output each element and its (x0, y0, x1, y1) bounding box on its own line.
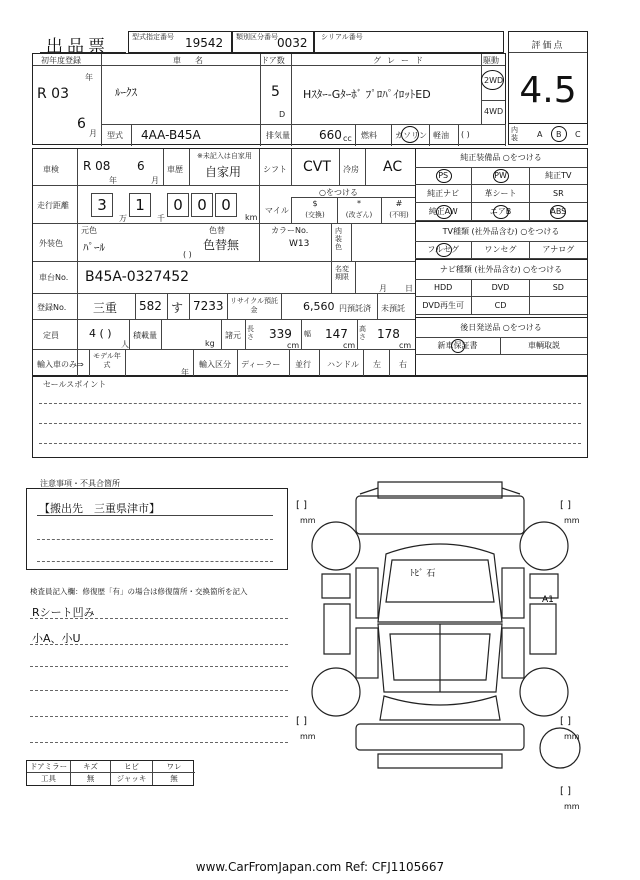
vehicle-basic-box (32, 53, 506, 145)
fuel-paren: ( ) (461, 130, 470, 139)
later-title: 後日発送品 ○をつける (415, 319, 587, 338)
navi-title: ナビ種類 (社外品含む) ○をつける (415, 261, 587, 280)
shaken-year-unit: 年 (109, 176, 117, 185)
usage: 自家用 (205, 165, 242, 179)
interior-label: 内装 (511, 126, 518, 142)
fuel-diesel: 軽油 (433, 131, 449, 140)
equip-divider (415, 259, 587, 260)
drive-label: 駆動 (483, 56, 499, 65)
import-class-label: 輸入区分 (199, 360, 231, 369)
genuine-item: 純正ナビ (415, 185, 472, 203)
ac-label: 冷房 (343, 165, 359, 174)
mileage-digit: 0 (167, 193, 189, 217)
legend-cell: ドアミラー (27, 761, 71, 773)
note-line (30, 666, 288, 667)
sen-unit: 千 (157, 214, 165, 223)
interior-box (508, 123, 588, 145)
color-no-label: カラーNo. (271, 226, 309, 235)
recycle-unit: 円預託済 (339, 304, 371, 313)
inspector-line-2: 小A、小U (32, 632, 81, 645)
mileage-circle-note: ○をつける (319, 188, 358, 197)
grade: Hｽﾀｰ-Gﾀｰﾎﾞ ﾌﾟﾛﾊﾟｲﾛｯﾄED (303, 88, 431, 101)
fuel-gas: ガソリン (395, 131, 427, 140)
tamper-text: (改ざん) (345, 211, 373, 219)
legend-cell: キズ (71, 761, 111, 773)
notes-box (26, 488, 288, 570)
fuel-label: 燃料 (361, 131, 377, 140)
legend-cell: 無 (71, 773, 111, 785)
usage-label: 車歴 (167, 165, 183, 174)
month-unit: 月 (89, 129, 97, 138)
model-year-label: モデル年式 (93, 352, 121, 369)
serial-box (314, 31, 504, 53)
height-cm: cm (399, 341, 412, 350)
genuine-item-circle (436, 169, 452, 183)
mileage-label: 走行距離 (37, 201, 69, 210)
genuine-item-circle (493, 169, 509, 183)
cc-unit: cc (343, 134, 352, 143)
mileage-digit: 1 (129, 193, 151, 217)
reg-pref: 三重 (93, 301, 118, 315)
unknown-sym: # (395, 199, 403, 208)
navi-item: DVD (472, 279, 529, 297)
drive-4wd: 4WD (484, 107, 504, 116)
interior-a: A (537, 130, 543, 139)
class-number-label: 類別区分番号 (236, 33, 278, 41)
main-spec-box (32, 148, 588, 376)
color-change: 色替無 (203, 238, 240, 252)
color-paren: ( ) (183, 250, 192, 259)
note-line (30, 742, 288, 743)
genuine-item: SR (530, 185, 587, 203)
genuine-item: エアB (472, 203, 529, 221)
tire-mm-unit: mm (300, 516, 316, 525)
genuine-title: 純正装備品 ○をつける (415, 149, 587, 168)
sheet-title: 出品票 (46, 37, 109, 57)
reg-label: 登録No. (37, 303, 67, 312)
shaken-label: 車検 (43, 165, 59, 174)
doors-d: D (279, 110, 286, 119)
genuine-item: PW (472, 167, 529, 185)
doors-label: ドア数 (261, 56, 285, 65)
tire-bracket: [ ] (296, 716, 307, 727)
reg-kana: す (171, 301, 184, 315)
genuine-item: 純正AW (415, 203, 472, 221)
tv-item: アナログ (530, 241, 587, 259)
color-change-label: 色替 (209, 226, 225, 235)
legend-cell: 無 (170, 774, 178, 783)
reg-class: 582 (139, 299, 162, 313)
first-reg-month: 6 (77, 116, 86, 132)
len-cm: cm (287, 341, 300, 350)
mile-label: マイル (265, 206, 289, 215)
ac: AC (383, 159, 403, 175)
name-change-day: 日 (405, 284, 413, 293)
tv-item: フルセグ (415, 241, 472, 259)
class-number: 0032 (277, 36, 308, 50)
displacement-label: 排気量 (266, 131, 290, 140)
interior-b-circle (551, 126, 567, 142)
chassis: B45A-0327452 (85, 269, 190, 285)
car-diagram (290, 474, 590, 774)
recycle: 6,560 (303, 300, 335, 313)
navi-item (530, 297, 587, 315)
model-label: 型式 (107, 131, 123, 140)
drive-2wd-circle (481, 70, 504, 90)
shaken-year: R 08 (83, 159, 111, 173)
dealer-label: ディーラー (241, 360, 281, 369)
km-unit: km (245, 213, 258, 222)
width: 147 (325, 327, 348, 341)
width-label: 幅 (304, 330, 311, 338)
genuine-item: PS (415, 167, 472, 185)
legend-cell: 工具 (27, 773, 71, 785)
later-item: 新車保証書 (415, 337, 501, 355)
tire-bracket: [ ] (560, 786, 571, 797)
footer-ref: www.CarFromJapan.com Ref: CFJ1105667 (195, 860, 445, 874)
notes-line-1: 【搬出先 三重県津市】 (39, 502, 160, 515)
genuine-item: ABS (530, 203, 587, 221)
mileage-digit: 3 (91, 193, 113, 217)
tire-mm-unit: mm (564, 516, 580, 525)
tv-item: ワンセグ (472, 241, 529, 259)
navi-item: DVD再生可 (415, 297, 472, 315)
capacity-unit: 人 (121, 340, 129, 349)
inspector-line-1: Rシート凹み (32, 606, 95, 619)
handle-label: ハンドル (327, 360, 359, 369)
left-label: 左 (373, 360, 381, 369)
later-item: 車輌取説 (501, 337, 587, 355)
int-color-label: 内装色 (335, 227, 342, 251)
tire-mm-unit: mm (300, 732, 316, 741)
legend-table (26, 760, 194, 786)
capacity: 4 ( ) (89, 327, 112, 340)
windshield-mark: ﾄﾋﾞ 石 (410, 569, 436, 579)
type-number: 19542 (185, 36, 224, 50)
color-label: 外装色 (39, 239, 63, 248)
drive-2wd: 2WD (484, 76, 504, 85)
genuine-item: 純正TV (530, 167, 587, 185)
capacity-label: 定員 (43, 331, 59, 340)
score-value: 4.5 (519, 70, 577, 111)
exchange-text: (交換) (305, 211, 325, 219)
note-line (30, 644, 288, 645)
serial-label: シリアル番号 (321, 33, 363, 41)
score-label: 評価点 (531, 41, 565, 51)
side-mark: A1 (542, 595, 554, 605)
genuine-item-circle (493, 205, 509, 219)
shift-label: シフト (263, 165, 287, 174)
chassis-label: 車台No. (39, 273, 69, 282)
notes-title: 注意事項・不具合箇所 (40, 479, 120, 488)
equip-divider (415, 317, 587, 318)
car-name-label: 車名 (173, 56, 217, 65)
tv-title: TV種類 (社外品含む) ○をつける (415, 223, 587, 242)
right-label: 右 (399, 360, 407, 369)
later-item-circle (451, 339, 465, 353)
len: 339 (269, 327, 292, 341)
width-cm: cm (343, 341, 356, 350)
name-change-label: 名変期限 (335, 265, 349, 281)
tv-item-circle (436, 243, 452, 257)
recycle-label: リサイクル預託金 (229, 297, 279, 314)
legend-cell: ヒビ (111, 761, 153, 773)
fuel-gas-circle (401, 126, 419, 143)
legend-cell: ジャッキ (111, 773, 153, 785)
note-line (30, 716, 288, 717)
inspector-title: 検査員記入欄：修復歴「有」の場合は修復箇所・交換箇所を記入 (30, 587, 248, 596)
tire-mm-unit: mm (564, 732, 580, 741)
load-unit: kg (205, 339, 215, 348)
len-label: 長さ (247, 325, 254, 341)
note-line (30, 618, 288, 619)
equip-divider (415, 221, 587, 222)
tire-bracket: [ ] (560, 500, 571, 511)
legend-cell: ワレ (153, 761, 195, 773)
orig-color-label: 元色 (81, 226, 97, 235)
genuine-item: 革シート (472, 185, 529, 203)
mileage-digit: 0 (215, 193, 237, 217)
model-year-unit: 年 (181, 368, 189, 377)
sales-point-box (32, 376, 588, 458)
sales-point-label: セールスポイント (43, 380, 107, 389)
tire-mm-unit: mm (564, 802, 580, 811)
unknown-text: (不明) (389, 211, 409, 219)
navi-item: CD (472, 297, 529, 315)
tire-bracket: [ ] (296, 500, 307, 511)
usage-note: ※未記入は自家用 (197, 152, 252, 160)
height: 178 (377, 327, 400, 341)
parallel-label: 並行 (295, 360, 311, 369)
import-label: 輸入車のみ⇒ (37, 360, 84, 369)
height-label: 高さ (359, 325, 366, 341)
car-name: ﾙｰｸｽ (115, 86, 137, 99)
model: 4AA-B45A (141, 128, 201, 142)
type-number-label: 型式指定番号 (132, 33, 174, 41)
tire-bracket: [ ] (560, 716, 571, 727)
grade-label: グレード (373, 56, 429, 65)
interior-b: B (556, 130, 562, 139)
note-line (30, 690, 288, 691)
navi-item: HDD (415, 279, 472, 297)
exchange-sym: $ (312, 199, 318, 208)
dims-label: 諸元 (225, 331, 241, 340)
navi-item: SD (530, 279, 587, 297)
doors: 5 (271, 84, 280, 100)
shaken-month: 6 (137, 159, 145, 173)
reg-num: 7233 (193, 299, 224, 313)
shift: CVT (303, 159, 331, 175)
load-label: 積載量 (133, 331, 157, 340)
type-number-box (128, 31, 232, 53)
interior-c: C (575, 130, 581, 139)
name-change-month: 月 (379, 284, 387, 293)
tamper-sym: * (357, 199, 361, 208)
recycle-unpaid: 未預託 (381, 304, 405, 313)
shaken-month-unit: 月 (151, 176, 159, 185)
year-unit: 年 (85, 73, 93, 82)
displacement: 660 (319, 128, 342, 142)
genuine-item-circle (436, 205, 452, 219)
mileage-digit: 0 (191, 193, 213, 217)
first-reg-label: 初年度登録 (41, 56, 81, 65)
color-no: W13 (289, 239, 310, 249)
orig-color: ﾊﾟｰﾙ (83, 241, 105, 254)
class-number-box (232, 31, 314, 53)
first-reg-year: R 03 (37, 86, 69, 102)
man-unit: 万 (119, 214, 127, 223)
